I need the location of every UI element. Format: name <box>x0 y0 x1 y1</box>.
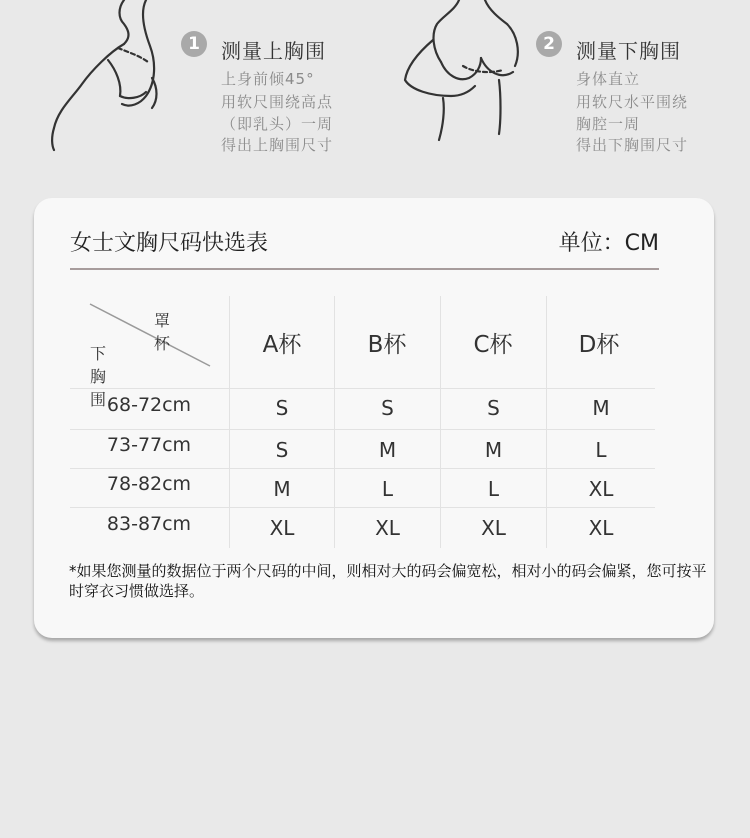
step-instruction-line: 身体直立 <box>576 70 641 88</box>
cup-header-b: B杯 <box>367 332 407 358</box>
step-instruction-line: 上身前倾45° <box>221 70 315 88</box>
size-cell: L <box>595 438 607 462</box>
size-cell: S <box>381 396 394 420</box>
size-cell: M <box>592 396 610 420</box>
unit-label: 单位：CM <box>558 231 659 256</box>
cup-header-a: A杯 <box>262 332 302 358</box>
step-title: 测量上胸围 <box>221 39 326 63</box>
size-cell: XL <box>588 477 614 501</box>
size-cell: M <box>378 438 397 462</box>
size-cell: XL <box>375 516 400 540</box>
size-chart-card <box>34 198 714 638</box>
underbust-range: 83-87cm <box>106 513 192 535</box>
size-cell: L <box>381 477 394 501</box>
step-instruction-line: （即乳头）一周 <box>221 115 334 133</box>
underbust-range: 68-72cm <box>106 394 192 416</box>
step-number-badge: 2 <box>536 31 562 57</box>
row-divider <box>70 429 655 430</box>
underbust-range: 78-82cm <box>106 473 192 495</box>
corner-cup-label: 罩杯 <box>154 311 171 353</box>
size-cell: XL <box>481 516 506 540</box>
size-cell: XL <box>269 516 295 540</box>
step-instruction-line: 用软尺水平围绕 <box>576 93 689 111</box>
size-cell: M <box>484 438 503 462</box>
row-divider <box>70 388 655 389</box>
size-cell: L <box>487 477 500 501</box>
step-title: 测量下胸围 <box>576 39 681 63</box>
title-divider <box>70 268 659 270</box>
row-divider <box>70 468 655 469</box>
leaning-figure-illustration <box>48 0 168 150</box>
step-instruction-line: 胸腔一周 <box>576 115 641 133</box>
step-instruction-line: 得出上胸围尺寸 <box>221 136 334 154</box>
cup-header-d: D杯 <box>578 332 620 358</box>
corner-underbust-label: 下胸围 <box>90 344 107 409</box>
size-cell: S <box>275 396 289 420</box>
chart-title: 女士文胸尺码快选表 <box>70 231 269 256</box>
size-note: *如果您测量的数据位于两个尺码的中间，则相对大的码会偏宽松，相对小的码会偏紧，您可按平时穿衣习惯做选择。 <box>69 562 707 600</box>
underbust-range: 73-77cm <box>106 434 192 456</box>
size-cell: XL <box>588 516 614 540</box>
upright-figure-illustration <box>403 0 528 140</box>
row-divider <box>70 507 655 508</box>
cup-header-c: C杯 <box>473 332 513 358</box>
step-number-badge: 1 <box>181 31 207 57</box>
size-cell: S <box>487 396 500 420</box>
size-cell: S <box>275 438 289 462</box>
step-instruction-line: 用软尺围绕高点 <box>221 93 334 111</box>
step-instruction-line: 得出下胸围尺寸 <box>576 136 689 154</box>
size-cell: M <box>273 477 291 501</box>
